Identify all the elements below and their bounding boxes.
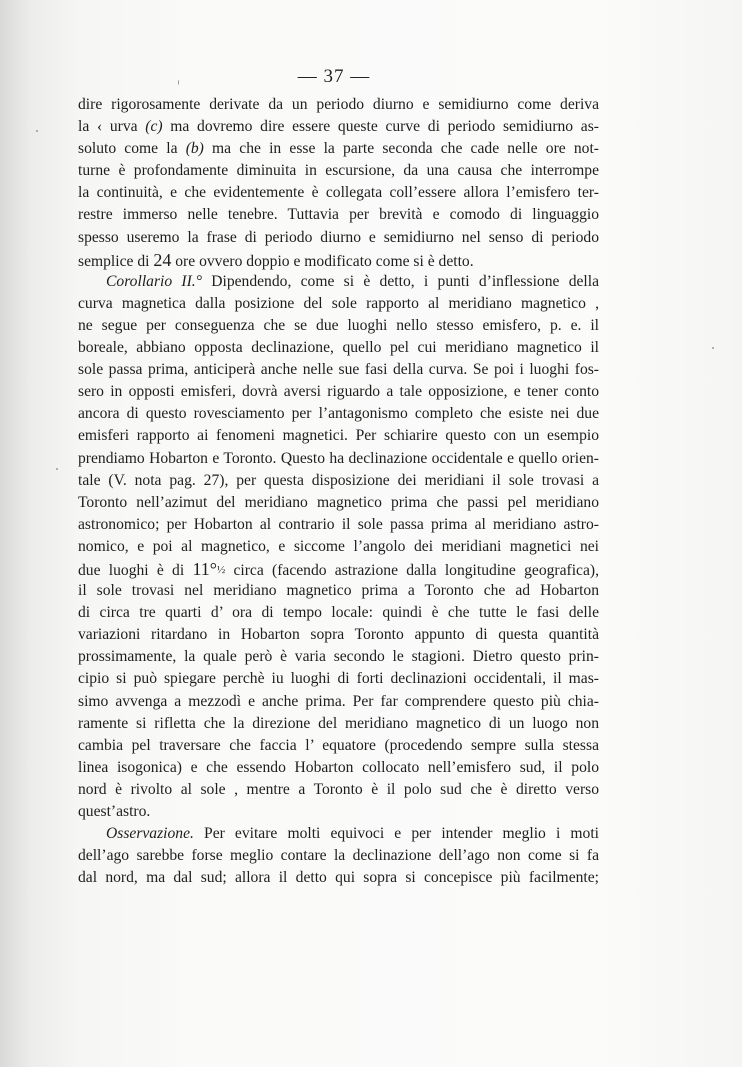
text-line [78, 668, 599, 690]
text-run-text: variazioni ritardano in Hobarton sopra Toronto appunto di questa quantità [78, 626, 599, 644]
text-run-em: (b) [185, 140, 204, 158]
text-line [78, 624, 599, 646]
text-run-post: circa (facendo astrazione dalla longitudine geografica), [225, 561, 599, 579]
text-run-text: sole passa prima, anticiperà anche nelle sue fasi della curva. Se poi i luoghi fos- [78, 361, 599, 379]
text-line [78, 337, 599, 359]
text-line [78, 359, 599, 381]
text-line [78, 470, 599, 492]
paper-speck [712, 347, 714, 349]
text-run-text: turne è profondamente diminuita in escursione, da una causa che interrompe [78, 162, 599, 180]
paper-speck [178, 80, 179, 85]
text-run-big: 24 [153, 249, 172, 270]
text-run-text: dell’ago sarebbe forse meglio contare la declinazione dell’ago non come si fa [78, 847, 599, 865]
text-run-pre: due luoghi è di [78, 561, 193, 579]
text-line [78, 735, 599, 757]
text-run-text: spesso useremo la frase di periodo diurno e semidiurno nel senso di periodo [78, 228, 599, 246]
text-line [78, 293, 599, 315]
text-line [78, 227, 599, 249]
text-line [78, 381, 599, 403]
text-line [78, 204, 599, 226]
text-run-text: ne segue per conseguenza che se due luoghi nello stesso emisfero, p. e. il [78, 316, 599, 334]
text-run-em-lead: Corollario II.° [106, 272, 202, 290]
text-line [78, 867, 599, 889]
text-run-text: di circa tre quarti d’ ora di tempo locale: quindi è che tutte le fasi delle [78, 604, 599, 622]
text-line [78, 845, 599, 867]
text-run-text: prendiamo Hobarton e Toronto. Questo ha declinazione occidentale e quello orien- [78, 449, 599, 467]
page-number: — 37 — [297, 66, 371, 87]
text-run-frac: ½ [216, 563, 226, 576]
text-run-pre: soluto come la [78, 140, 186, 158]
text-line [78, 779, 599, 801]
text-run-post: ma dovremo dire essere queste curve di periodo semidiurno as- [162, 118, 599, 136]
text-run-pre: la ‹ urva [78, 118, 146, 136]
body-text [78, 94, 599, 889]
text-line [78, 492, 599, 514]
text-run-text: prossimamente, la quale però è varia secondo le stagioni. Dietro questo prin- [78, 648, 599, 666]
text-run-em-lead: Osservazione. [106, 825, 194, 843]
text-run-post: ma che in esse la parte seconda che cade nelle ore not- [203, 140, 599, 158]
text-line [78, 403, 599, 425]
text-line [78, 801, 599, 823]
text-line [78, 271, 599, 293]
text-run-post: ore ovvero doppio e modificato come si è detto. [171, 252, 474, 270]
paper-speck [36, 130, 38, 132]
text-run-post: Per evitare molti equivoci e per intender meglio i moti [193, 825, 599, 843]
text-line [78, 116, 599, 138]
text-run-em: (c) [145, 118, 163, 136]
text-run-big: 11° [192, 558, 217, 579]
text-line [78, 536, 599, 558]
text-run-text: astronomico; per Hobarton al contrario il sole passa prima al meridiano astro- [78, 515, 599, 533]
text-run-pre: semplice di [78, 252, 154, 270]
text-run-text: ancora di questo rovesciamento per l’antagonismo completo che esiste nei due [78, 405, 599, 423]
text-run-text: cipio si può spiegare perchè iu luoghi di forti declinazioni occidentali, il mas- [78, 670, 599, 688]
text-line [78, 94, 599, 116]
text-line [78, 823, 599, 845]
text-line [78, 558, 599, 580]
text-run-text: Toronto nell’azimut del meridiano magnetico prima che passi pel meridiano [78, 493, 599, 511]
text-line [78, 425, 599, 447]
text-run-text: restre immerso nelle tenebre. Tuttavia per brevità e comodo di linguaggio [78, 206, 599, 224]
text-run-text: dire rigorosamente derivate da un periodo diurno e semidiurno come deriva [78, 96, 599, 113]
paper-speck [56, 468, 58, 470]
text-run-text: sero in opposti emisferi, dovrà aversi riguardo a tale opposizione, e tener conto [78, 383, 599, 401]
text-run-text: simo avvenga a mezzodì e anche prima. Per far comprendere questo più chia- [78, 692, 599, 710]
text-line [78, 182, 599, 204]
text-line [78, 580, 599, 602]
text-line [78, 691, 599, 713]
text-line [78, 448, 599, 470]
text-run-text: ramente si rifletta che la direzione del meridiano magnetico di un luogo non [78, 714, 599, 732]
text-run-text: curva magnetica dalla posizione del sole rapporto al meridiano magnetico , [78, 294, 599, 312]
text-line [78, 315, 599, 337]
text-run-text: dal nord, ma dal sud; allora il detto qui sopra si concepisce più facilmente; [78, 869, 599, 887]
text-run-text: tale (V. nota pag. 27), per questa disposizione dei meridiani il sole trovasi a [78, 471, 599, 489]
text-line [78, 602, 599, 624]
text-line [78, 138, 599, 160]
text-line [78, 249, 599, 271]
text-run-text: emisferi rapporto ai fenomeni magnetici. Per schiarire questo con un esempio [78, 427, 599, 445]
text-line [78, 160, 599, 182]
text-run-text: quest’astro. [78, 803, 151, 820]
text-run-text: cambia pel traversare che faccia l’ equatore (procedendo sempre sulla stessa [78, 736, 599, 754]
text-run-text: linea isogonica) e che essendo Hobarton collocato nell’emisfero sud, il polo [78, 758, 599, 776]
text-run-text: nomico, e poi al magnetico, e siccome l’angolo dei meridiani magnetici nei [78, 537, 599, 555]
text-run-text: il sole trovasi nel meridiano magnetico prima a Toronto che ad Hobarton [78, 582, 599, 600]
text-run-text: boreale, abbiano opposta declinazione, quello pel cui meridiano magnetico il [78, 339, 599, 357]
text-line [78, 713, 599, 735]
text-run-text: nord è rivolto al sole , mentre a Toronto è il polo sud che è diretto verso [78, 780, 599, 798]
text-run-text: la continuità, e che evidentemente è collegata coll’essere allora l’emisfero ter- [78, 184, 599, 202]
text-line [78, 514, 599, 536]
text-line [78, 757, 599, 779]
text-run-post: Dipendendo, come si è detto, i punti d’inflessione della [201, 272, 599, 290]
text-line [78, 646, 599, 668]
